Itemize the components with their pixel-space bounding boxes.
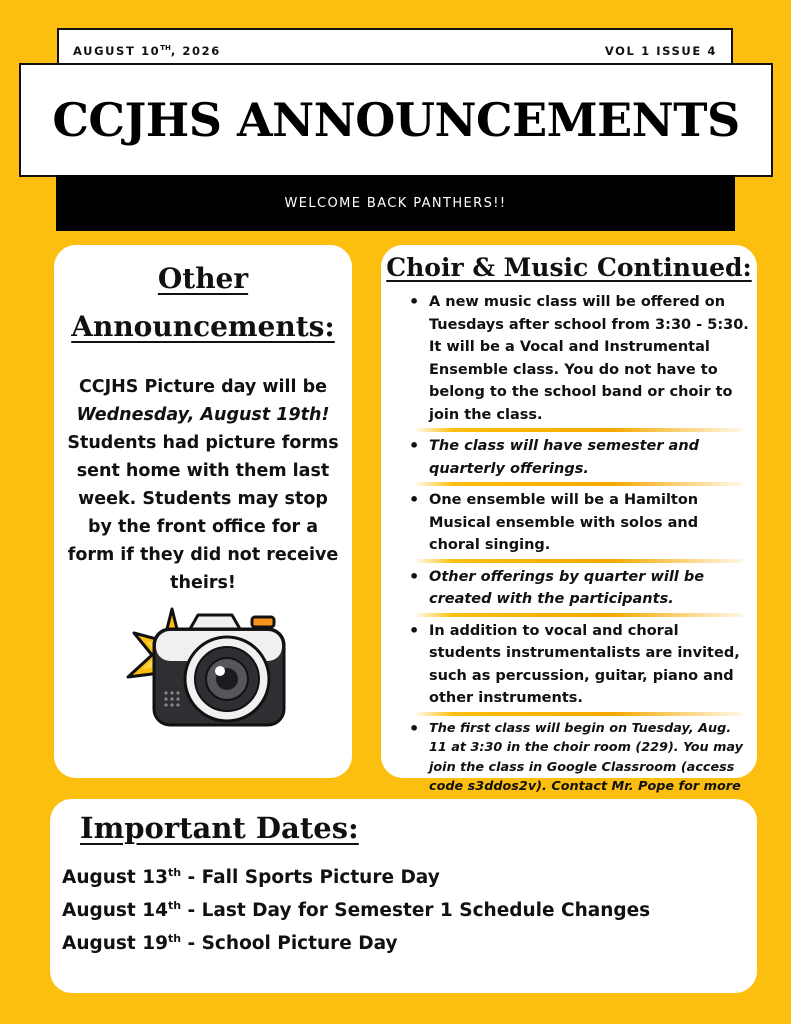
list-item: • The class will have semester and quarterly offerings. bbox=[393, 435, 749, 480]
issue-volume: VOL 1 ISSUE 4 bbox=[604, 44, 717, 58]
list-item: • Other offerings by quarter will be created with the participants. bbox=[393, 566, 749, 611]
list-item: • In addition to vocal and choral students instrumentalists are invited, such as percussion, guitar, piano and other instruments. bbox=[393, 620, 749, 710]
welcome-banner: WELCOME BACK PANTHERS!! bbox=[56, 175, 735, 231]
highlight-divider bbox=[413, 428, 743, 432]
picture-day-text: CCJHS Picture day will be Wednesday, August 19th! Students had picture forms sent home with them last week. Students may stop by the front office for a form if they did not receive theirs! bbox=[67, 377, 339, 593]
date-item: August 19th - School Picture Day bbox=[62, 932, 398, 955]
choir-music-card bbox=[381, 245, 757, 794]
other-announcements-heading: Other Announcements: bbox=[71, 262, 335, 343]
date-item: August 14th - Last Day for Semester 1 Schedule Changes bbox=[62, 899, 651, 922]
important-dates-list bbox=[62, 859, 650, 958]
camera-icon bbox=[120, 603, 290, 733]
choir-music-heading: Choir & Music Continued: bbox=[386, 253, 752, 282]
highlight-divider bbox=[413, 482, 743, 486]
important-dates-heading: Important Dates: bbox=[80, 811, 359, 845]
highlight-divider bbox=[413, 613, 743, 617]
important-dates-card bbox=[50, 799, 757, 993]
highlight-divider bbox=[413, 559, 743, 563]
masthead bbox=[19, 63, 773, 177]
other-announcements-card bbox=[54, 245, 352, 778]
list-item: • The first class will begin on Tuesday, Aug. 11 at 3:30 in the choir room (229). You may join the class in Google Classroom (access code s3ddos2v). Contact Mr. Pope for more bbox=[393, 719, 749, 817]
page-title: CCJHS ANNOUNCEMENTS bbox=[52, 93, 740, 147]
issue-date: AUGUST 10TH, 2026 bbox=[73, 44, 221, 58]
list-item: • One ensemble will be a Hamilton Musical ensemble with solos and choral singing. bbox=[393, 489, 749, 557]
choir-music-list bbox=[393, 291, 749, 816]
list-item: • A new music class will be offered on Tuesdays after school from 3:30 - 5:30. It will be a Vocal and Instrumental Ensemble class. You do not have to belong to the school band or choir to join the class. bbox=[393, 291, 749, 426]
highlight-divider bbox=[413, 712, 743, 716]
date-item: August 13th - Fall Sports Picture Day bbox=[62, 866, 440, 889]
